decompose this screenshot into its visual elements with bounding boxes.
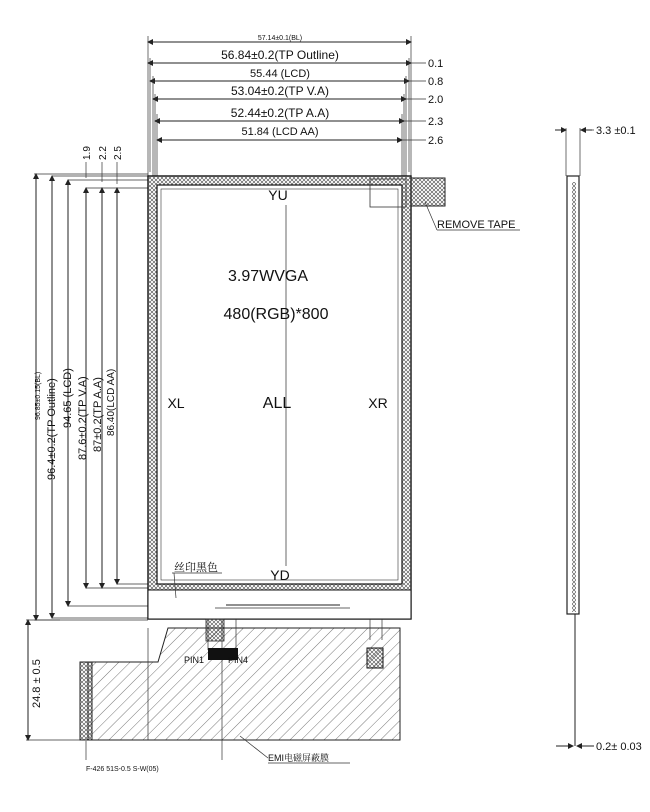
right-offsets-group: [402, 58, 443, 147]
label-yd: YD: [270, 567, 290, 583]
offset-0-1: 0.1: [428, 58, 444, 70]
fpc-height-dim: [26, 620, 82, 740]
pin1-label: PIN1: [184, 655, 205, 665]
dim-bl-label: 57.14±0.1(BL): [257, 35, 303, 42]
label-resolution: 480(RGB)*800: [223, 306, 329, 323]
fpc-height-label: 24.8 ± 0.5: [31, 659, 43, 708]
offset-0-8: 0.8: [428, 76, 444, 88]
offset-2-6: 2.6: [428, 135, 444, 147]
fpc-body: [88, 628, 400, 740]
dim-tp-va-label: 53.04±0.2(TP V.A): [231, 84, 329, 98]
offset-2-0: 2.0: [428, 94, 444, 106]
fpc-group: [80, 619, 400, 773]
dim-tp-outline-label: 56.84±0.2(TP Outline): [221, 48, 339, 62]
dim-tp-aa-label: 52.44±0.2(TP A.A): [230, 106, 330, 120]
display-panel: [148, 176, 411, 619]
fpc-thickness-label: 0.2± 0.03: [596, 741, 642, 753]
active-area: [157, 185, 402, 584]
emi-label: EMI电磁屏蔽膜: [268, 753, 330, 763]
left-dimension-group: [34, 174, 157, 620]
label-all: ALL: [262, 395, 292, 412]
label-xl: XL: [167, 395, 185, 411]
fpc-component: [367, 648, 383, 668]
connector-label: F-426 51S-0.5 S-W(05): [86, 766, 159, 773]
offset-2-5: 2.5: [113, 146, 124, 160]
label-xr: XR: [368, 395, 388, 411]
top-dimension-group: [148, 35, 411, 184]
side-view-group: [555, 125, 642, 753]
dim-left-tp-aa: 87±0.2(TP A.A): [92, 377, 104, 452]
dim-left-tp-va: 87.6±0.2(TP V.A): [77, 376, 89, 460]
offset-1-9: 1.9: [82, 146, 93, 160]
fpc-connector-contacts: [80, 662, 92, 740]
label-yu: YU: [268, 187, 288, 203]
dim-left-bl: 96.85±0.15(BL): [35, 371, 42, 420]
dim-lcd-aa-label: 51.84 (LCD AA): [241, 126, 319, 138]
dim-left-lcd: 94.65 (LCD): [62, 368, 74, 428]
dim-lcd-label: 55.44 (LCD): [250, 68, 310, 80]
pin4-label: PIN4: [228, 655, 249, 665]
dim-left-tp-outline: 96.4±0.2(TP Outline): [46, 378, 58, 480]
offset-2-2: 2.2: [98, 146, 109, 160]
remove-tape-label: REMOVE TAPE: [437, 219, 516, 231]
fpc-tail-traces: [206, 619, 224, 641]
dim-left-lcd-aa: 86.40(LCD AA): [106, 368, 117, 436]
offset-2-3: 2.3: [428, 116, 444, 128]
remove-tape-tab: [411, 178, 445, 206]
silk-black-label: 丝印黑色: [174, 562, 218, 574]
side-thickness-label: 3.3 ±0.1: [596, 125, 636, 137]
label-model: 3.97WVGA: [227, 268, 309, 285]
left-top-offsets-group: [82, 146, 124, 184]
